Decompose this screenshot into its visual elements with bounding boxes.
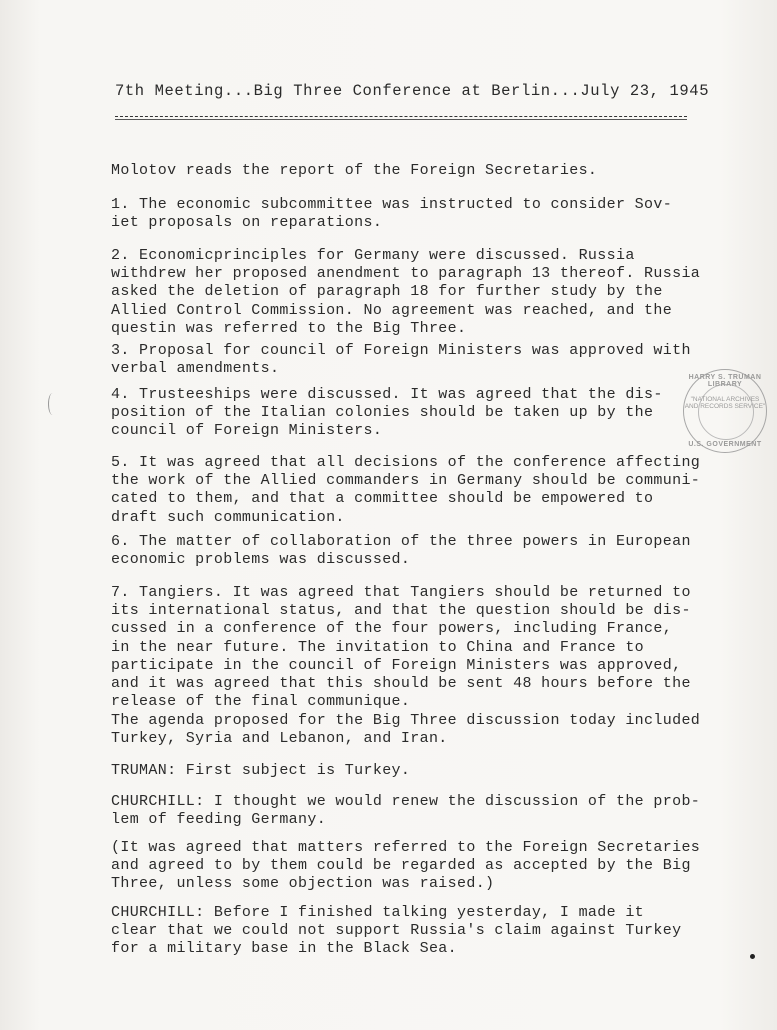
paragraph-item-1: 1. The economic subcommittee was instructed to consider Sov- iet proposals on reparations. (111, 196, 673, 232)
paragraph-churchill-1: CHURCHILL: I thought we would renew the discussion of the prob- lem of feeding Germany. (111, 793, 701, 829)
document-title: 7th Meeting...Big Three Conference at Berlin...July 23, 1945 (115, 82, 710, 100)
stamp-top-text: HARRY S. TRUMAN LIBRARY (688, 374, 762, 388)
title-underline (115, 116, 687, 117)
stamp-middle-text: "NATIONAL ARCHIVES AND RECORDS SERVICE" (684, 396, 766, 410)
paragraph-item-6: 6. The matter of collaboration of the three powers in European economic problems was discussed. (111, 533, 691, 569)
archive-stamp (683, 369, 767, 453)
paragraph-churchill-2: CHURCHILL: Before I finished talking yesterday, I made it clear that we could not support Russia's claim against Turkey for a military base in the Black Sea. (111, 904, 682, 958)
title-underline-solid (115, 119, 687, 120)
paragraph-item-7: 7. Tangiers. It was agreed that Tangiers should be returned to its international status, and that the question should be dis- cussed in a conference of the four powers, including France, in the near future. The invitation to China and France to participate in the council of Foreign Ministers was approved, and it was agreed that this should be sent 48 hours before the release of the final communique. (111, 584, 691, 711)
paragraph-item-2: 2. Economicprinciples for Germany were discussed. Russia withdrew her proposed anendment to paragraph 13 thereof. Russia asked the deletion of paragraph 18 for further study by the Allied Control Commission. No agreement was reached, and the questin was referred to the Big Three. (111, 247, 701, 337)
ink-dot (750, 954, 755, 959)
margin-bracket-mark (48, 393, 57, 415)
paragraph-item-5: 5. It was agreed that all decisions of the conference affecting the work of the Allied commanders in Germany should be communi- cated to them, and that a committee should be empowered to draft such communication. (111, 454, 701, 526)
paragraph-truman: TRUMAN: First subject is Turkey. (111, 762, 411, 779)
paragraph-agenda: The agenda proposed for the Big Three discussion today included Turkey, Syria and Lebanon, and Iran. (111, 712, 701, 748)
paragraph-item-3: 3. Proposal for council of Foreign Ministers was approved with verbal amendments. (111, 342, 691, 378)
stamp-inner-ring (698, 384, 754, 440)
paragraph-item-4: 4. Trusteeships were discussed. It was agreed that the dis- position of the Italian colonies should be taken up by the council of Foreign Ministers. (111, 386, 663, 440)
paragraph-agreement-note: (It was agreed that matters referred to the Foreign Secretaries and agreed to by them could be regarded as accepted by the Big Three, unless some objection was raised.) (111, 839, 701, 893)
stamp-bottom-text: U.S. GOVERNMENT (688, 441, 762, 448)
paragraph-intro: Molotov reads the report of the Foreign Secretaries. (111, 162, 598, 179)
